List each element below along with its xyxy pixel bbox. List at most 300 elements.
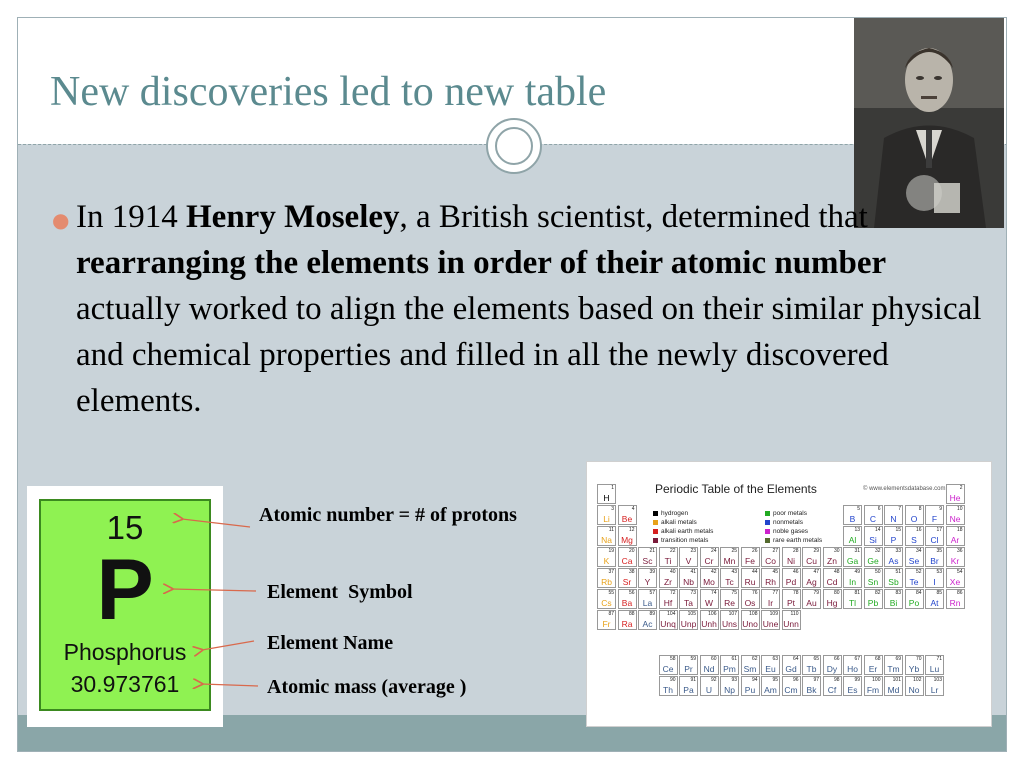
element-cell bbox=[864, 505, 883, 525]
element-cell-symbol: P bbox=[890, 535, 897, 545]
element-cell bbox=[720, 676, 739, 696]
element-cell-symbol: Uns bbox=[721, 619, 738, 629]
element-cell bbox=[782, 655, 801, 675]
element-cell bbox=[843, 655, 862, 675]
element-cell bbox=[802, 589, 821, 609]
element-cell bbox=[638, 589, 657, 609]
element-cell-symbol: Zr bbox=[663, 577, 673, 587]
element-cell bbox=[700, 610, 719, 630]
element-cell bbox=[618, 589, 637, 609]
element-cell bbox=[843, 568, 862, 588]
element-cell-symbol: Tc bbox=[725, 577, 734, 587]
slide-title: New discoveries led to new table bbox=[50, 69, 607, 115]
element-cell-symbol: He bbox=[949, 493, 961, 503]
element-cell-number: 27 bbox=[772, 548, 778, 554]
element-cell-symbol: Xe bbox=[949, 577, 961, 587]
element-cell-symbol: In bbox=[848, 577, 857, 587]
element-cell-symbol: Al bbox=[848, 535, 857, 545]
element-cell bbox=[884, 505, 903, 525]
legend-swatch-icon bbox=[765, 529, 770, 534]
label-atomic-number: Atomic number = # of protons bbox=[259, 504, 517, 526]
element-cell bbox=[925, 655, 944, 675]
element-cell-number: 68 bbox=[874, 656, 881, 662]
element-cell-symbol: Ra bbox=[621, 619, 633, 629]
element-cell bbox=[925, 505, 944, 525]
legend-swatch-icon bbox=[765, 520, 770, 525]
element-cell bbox=[905, 568, 924, 588]
element-cell-symbol: As bbox=[888, 556, 899, 566]
element-cell-number: 107 bbox=[728, 611, 737, 617]
element-cell bbox=[720, 655, 739, 675]
element-cell-number: 110 bbox=[790, 611, 799, 617]
element-cell-symbol: C bbox=[869, 514, 877, 524]
element-cell-symbol: Nb bbox=[683, 577, 694, 587]
element-cell-number: 103 bbox=[933, 677, 942, 683]
element-cell-symbol: Sn bbox=[867, 577, 879, 587]
element-cell-number: 37 bbox=[608, 569, 614, 575]
element-cell-symbol: Mo bbox=[703, 577, 715, 587]
element-cell-symbol: Ca bbox=[621, 556, 633, 566]
element-cell-number: 109 bbox=[769, 611, 778, 617]
element-cell-symbol: La bbox=[642, 598, 653, 608]
element-tile bbox=[39, 499, 211, 711]
element-cell-number: 33 bbox=[895, 548, 901, 554]
element-cell-number: 2 bbox=[959, 485, 963, 491]
element-cell-number: 14 bbox=[874, 527, 881, 533]
element-cell bbox=[597, 505, 616, 525]
element-cell-symbol: Yb bbox=[908, 664, 920, 674]
element-cell-number: 32 bbox=[874, 548, 881, 554]
element-cell bbox=[782, 547, 801, 567]
element-cell bbox=[884, 526, 903, 546]
slide bbox=[17, 17, 1007, 752]
element-cell-symbol: Unh bbox=[701, 619, 717, 629]
element-cell-number: 82 bbox=[874, 590, 881, 596]
bullet-text-part: , a British scientist, determined that bbox=[399, 199, 868, 235]
element-cell bbox=[741, 547, 760, 567]
element-cell-symbol: Te bbox=[909, 577, 919, 587]
element-cell-symbol: Co bbox=[765, 556, 776, 566]
element-cell-symbol: Os bbox=[744, 598, 756, 608]
element-cell-symbol: Sc bbox=[642, 556, 653, 566]
element-cell bbox=[802, 655, 821, 675]
legend-item bbox=[765, 528, 808, 535]
legend-swatch-icon bbox=[765, 538, 770, 543]
element-cell-symbol: Tm bbox=[887, 664, 900, 674]
element-cell bbox=[700, 589, 719, 609]
element-cell-symbol: Unq bbox=[660, 619, 676, 629]
element-cell-number: 94 bbox=[751, 677, 758, 683]
element-cell bbox=[905, 547, 924, 567]
element-cell-number: 86 bbox=[956, 590, 963, 596]
element-cell-number: 95 bbox=[772, 677, 778, 683]
element-cell-number: 45 bbox=[772, 569, 778, 575]
element-cell-number: 25 bbox=[731, 548, 737, 554]
element-cell-symbol: Uno bbox=[742, 619, 758, 629]
element-cell bbox=[720, 568, 739, 588]
element-cell-symbol: Fm bbox=[866, 685, 880, 695]
element-cell bbox=[618, 568, 637, 588]
element-cell-number: 38 bbox=[628, 569, 635, 575]
element-cell-symbol: O bbox=[910, 514, 918, 524]
element-cell bbox=[925, 676, 944, 696]
legend-item bbox=[653, 510, 688, 517]
element-cell-symbol: Rn bbox=[949, 598, 961, 608]
element-cell bbox=[741, 676, 760, 696]
label-element-name: Element Name bbox=[267, 632, 394, 654]
element-cell-number: 63 bbox=[772, 656, 778, 662]
element-cell-symbol: F bbox=[931, 514, 938, 524]
element-cell-symbol: Ta bbox=[684, 598, 693, 608]
element-cell bbox=[597, 610, 616, 630]
element-cell-number: 51 bbox=[895, 569, 901, 575]
element-cell-symbol: Unp bbox=[680, 619, 697, 629]
element-cell-number: 29 bbox=[813, 548, 819, 554]
element-cell bbox=[823, 655, 842, 675]
element-cell-symbol: Cl bbox=[930, 535, 939, 545]
element-cell-number: 101 bbox=[892, 677, 901, 683]
element-cell-symbol: Une bbox=[762, 619, 779, 629]
element-cell-symbol: Es bbox=[847, 685, 858, 695]
periodic-table-image bbox=[586, 461, 992, 727]
element-cell-number: 20 bbox=[628, 548, 635, 554]
element-cell-number: 108 bbox=[749, 611, 758, 617]
element-cell-symbol: Np bbox=[724, 685, 735, 695]
element-cell-symbol: Ag bbox=[806, 577, 817, 587]
element-cell-number: 40 bbox=[669, 569, 676, 575]
element-cell-number: 64 bbox=[792, 656, 799, 662]
bullet-text bbox=[76, 194, 984, 424]
element-cell bbox=[843, 526, 862, 546]
element-cell-number: 41 bbox=[690, 569, 696, 575]
element-cell bbox=[946, 484, 965, 504]
legend-swatch-icon bbox=[765, 511, 770, 516]
bullet-text-part: In 1914 bbox=[76, 199, 186, 235]
element-cell-symbol: Fe bbox=[745, 556, 755, 566]
element-cell-symbol: Tl bbox=[848, 598, 857, 608]
element-cell-number: 24 bbox=[710, 548, 717, 554]
element-cell bbox=[700, 676, 719, 696]
element-cell bbox=[843, 589, 862, 609]
element-cell bbox=[925, 526, 944, 546]
element-cell bbox=[905, 589, 924, 609]
element-cell-number: 75 bbox=[731, 590, 737, 596]
element-cell-symbol: Pb bbox=[867, 598, 879, 608]
element-cell bbox=[659, 676, 678, 696]
element-cell-number: 53 bbox=[936, 569, 942, 575]
element-cell-number: 12 bbox=[628, 527, 635, 533]
element-cell-number: 88 bbox=[628, 611, 635, 617]
element-cell-symbol: Ni bbox=[786, 556, 796, 566]
element-cell-symbol: Br bbox=[930, 556, 939, 566]
element-cell-number: 55 bbox=[608, 590, 614, 596]
element-cell-number: 70 bbox=[915, 656, 922, 662]
element-cell bbox=[925, 547, 944, 567]
element-cell bbox=[802, 568, 821, 588]
element-cell-number: 18 bbox=[956, 527, 963, 533]
element-cell bbox=[720, 610, 739, 630]
element-cell bbox=[782, 610, 801, 630]
element-cell bbox=[905, 526, 924, 546]
element-cell-number: 9 bbox=[939, 506, 942, 512]
element-cell-number: 89 bbox=[649, 611, 655, 617]
element-cell-number: 17 bbox=[936, 527, 942, 533]
element-cell-number: 6 bbox=[877, 506, 881, 512]
element-cell bbox=[946, 526, 965, 546]
element-cell-number: 69 bbox=[895, 656, 901, 662]
legend-label: nonmetals bbox=[773, 519, 803, 526]
element-cell-number: 35 bbox=[936, 548, 942, 554]
legend-item bbox=[653, 519, 697, 526]
element-cell-symbol: Eu bbox=[765, 664, 776, 674]
element-cell bbox=[843, 505, 862, 525]
element-cell bbox=[720, 589, 739, 609]
element-cell-number: 42 bbox=[710, 569, 717, 575]
element-cell-symbol: Zn bbox=[827, 556, 837, 566]
element-cell-number: 81 bbox=[854, 590, 860, 596]
legend-item bbox=[653, 537, 708, 544]
element-cell-number: 28 bbox=[792, 548, 799, 554]
element-cell-number: 36 bbox=[956, 548, 963, 554]
element-cell-number: 8 bbox=[918, 506, 922, 512]
element-cell bbox=[618, 547, 637, 567]
element-cell-number: 62 bbox=[751, 656, 758, 662]
element-cell-symbol: Cu bbox=[806, 556, 817, 566]
element-cell-symbol: Cd bbox=[826, 577, 838, 587]
element-cell-symbol: Sm bbox=[743, 664, 757, 674]
element-cell-symbol: Re bbox=[724, 598, 735, 608]
element-cell-symbol: Ge bbox=[867, 556, 879, 566]
element-cell-number: 11 bbox=[608, 527, 614, 533]
element-cell-number: 92 bbox=[710, 677, 717, 683]
element-cell-symbol: V bbox=[685, 556, 692, 566]
element-cell bbox=[884, 547, 903, 567]
element-cell-number: 21 bbox=[649, 548, 655, 554]
element-cell-number: 52 bbox=[915, 569, 922, 575]
element-cell bbox=[700, 568, 719, 588]
tile-element-name: Phosphorus bbox=[63, 639, 187, 665]
element-cell bbox=[782, 568, 801, 588]
element-cell-number: 34 bbox=[915, 548, 922, 554]
element-cell-number: 10 bbox=[956, 506, 963, 512]
element-cell-number: 22 bbox=[669, 548, 676, 554]
element-cell-symbol: Ba bbox=[621, 598, 633, 608]
element-cell bbox=[679, 589, 698, 609]
element-cell-symbol: Rb bbox=[601, 577, 612, 587]
element-cell bbox=[659, 655, 678, 675]
element-cell-number: 96 bbox=[792, 677, 799, 683]
element-cell-number: 30 bbox=[833, 548, 840, 554]
element-cell-number: 73 bbox=[690, 590, 696, 596]
element-cell-symbol: Fr bbox=[602, 619, 611, 629]
legend-label: alkali metals bbox=[661, 519, 697, 526]
element-cell-number: 58 bbox=[669, 656, 676, 662]
element-cell bbox=[864, 547, 883, 567]
element-cell-number: 50 bbox=[874, 569, 881, 575]
element-cell bbox=[597, 589, 616, 609]
element-cell-number: 48 bbox=[833, 569, 840, 575]
element-cell bbox=[741, 610, 760, 630]
element-cell-symbol: Se bbox=[908, 556, 920, 566]
element-cell-number: 16 bbox=[915, 527, 922, 533]
element-cell-symbol: W bbox=[704, 598, 714, 608]
element-cell-number: 46 bbox=[792, 569, 799, 575]
element-cell bbox=[761, 568, 780, 588]
element-cell-symbol: Pa bbox=[683, 685, 694, 695]
legend-label: transition metals bbox=[661, 537, 709, 544]
element-cell-number: 105 bbox=[687, 611, 696, 617]
element-cell bbox=[843, 676, 862, 696]
element-cell-number: 26 bbox=[751, 548, 758, 554]
legend-swatch-icon bbox=[653, 529, 658, 534]
element-cell-symbol: Dy bbox=[826, 664, 838, 674]
element-cell bbox=[700, 655, 719, 675]
element-cell-number: 39 bbox=[649, 569, 655, 575]
element-cell bbox=[925, 589, 944, 609]
element-cell bbox=[864, 526, 883, 546]
element-cell-number: 87 bbox=[608, 611, 614, 617]
element-cell-symbol: H bbox=[603, 493, 610, 503]
circle-ornament-icon bbox=[486, 118, 542, 174]
element-cell-number: 102 bbox=[913, 677, 922, 683]
element-cell-symbol: Li bbox=[603, 514, 610, 524]
tile-atomic-mass: 30.973761 bbox=[70, 671, 180, 697]
element-cell bbox=[864, 676, 883, 696]
element-cell-symbol: At bbox=[930, 598, 939, 608]
element-cell-symbol: Am bbox=[764, 685, 777, 695]
element-cell-symbol: Er bbox=[868, 664, 878, 674]
element-cell bbox=[761, 676, 780, 696]
element-cell-number: 97 bbox=[813, 677, 819, 683]
element-cell-symbol: Pu bbox=[744, 685, 756, 695]
element-cell-number: 19 bbox=[608, 548, 614, 554]
element-cell-symbol: Au bbox=[806, 598, 817, 608]
label-atomic-mass: Atomic mass (average ) bbox=[267, 676, 467, 698]
element-cell-number: 104 bbox=[667, 611, 676, 617]
element-cell bbox=[843, 547, 862, 567]
legend-label: alkali earth metals bbox=[661, 528, 714, 535]
element-cell bbox=[761, 655, 780, 675]
element-cell-symbol: I bbox=[933, 577, 936, 587]
element-cell-number: 93 bbox=[731, 677, 737, 683]
element-cell bbox=[823, 589, 842, 609]
element-cell-number: 91 bbox=[690, 677, 696, 683]
element-cell bbox=[946, 505, 965, 525]
element-cell bbox=[638, 547, 657, 567]
element-cell bbox=[679, 676, 698, 696]
element-cell bbox=[679, 547, 698, 567]
element-cell-symbol: K bbox=[603, 556, 610, 566]
element-card bbox=[27, 486, 223, 727]
periodic-table-title: Periodic Table of the Elements bbox=[655, 482, 817, 496]
label-element-symbol: Element Symbol bbox=[267, 581, 413, 603]
element-cell-symbol: Gd bbox=[785, 664, 797, 674]
element-cell-symbol: Ho bbox=[847, 664, 858, 674]
element-cell bbox=[618, 505, 637, 525]
element-cell bbox=[946, 568, 965, 588]
element-cell bbox=[659, 589, 678, 609]
element-cell bbox=[618, 526, 637, 546]
legend-label: noble gases bbox=[773, 528, 809, 535]
legend-item bbox=[765, 519, 803, 526]
element-cell-symbol: Ac bbox=[642, 619, 653, 629]
element-cell-symbol: Rh bbox=[765, 577, 776, 587]
element-cell bbox=[700, 547, 719, 567]
element-cell bbox=[741, 655, 760, 675]
element-cell bbox=[782, 589, 801, 609]
periodic-table-copyright: © www.elementsdatabase.com bbox=[863, 486, 946, 492]
element-cell-symbol: Hg bbox=[826, 598, 838, 608]
element-cell bbox=[659, 547, 678, 567]
element-cell-symbol: Cm bbox=[784, 685, 798, 695]
element-cell-symbol: Sr bbox=[622, 577, 632, 587]
element-cell-symbol: Po bbox=[908, 598, 920, 608]
element-cell bbox=[761, 610, 780, 630]
element-cell bbox=[884, 589, 903, 609]
element-cell-symbol: N bbox=[890, 514, 897, 524]
element-cell bbox=[802, 547, 821, 567]
element-cell-number: 57 bbox=[649, 590, 655, 596]
element-cell-symbol: Si bbox=[869, 535, 877, 545]
element-cell bbox=[802, 676, 821, 696]
element-cell-number: 3 bbox=[611, 506, 614, 512]
element-cell-number: 72 bbox=[669, 590, 676, 596]
legend-label: poor metals bbox=[773, 510, 807, 517]
element-cell bbox=[761, 547, 780, 567]
element-cell-symbol: Cr bbox=[704, 556, 714, 566]
element-cell-symbol: Md bbox=[887, 685, 900, 695]
legend-item bbox=[765, 510, 807, 517]
element-cell-symbol: Ru bbox=[744, 577, 756, 587]
element-cell-number: 15 bbox=[895, 527, 901, 533]
element-cell-symbol: Bi bbox=[889, 598, 898, 608]
element-cell-symbol: Ar bbox=[950, 535, 960, 545]
element-cell-symbol: Lr bbox=[930, 685, 939, 695]
element-cell-number: 85 bbox=[936, 590, 942, 596]
element-cell-number: 98 bbox=[833, 677, 840, 683]
element-cell-number: 83 bbox=[895, 590, 901, 596]
element-cell bbox=[679, 655, 698, 675]
element-cell bbox=[597, 484, 616, 504]
element-cell-symbol: Cs bbox=[601, 598, 612, 608]
legend-label: hydrogen bbox=[661, 510, 689, 517]
element-cell-number: 65 bbox=[813, 656, 819, 662]
element-cell-symbol: Ir bbox=[767, 598, 774, 608]
element-cell bbox=[638, 610, 657, 630]
element-cell bbox=[782, 676, 801, 696]
element-cell-symbol: S bbox=[911, 535, 917, 545]
element-cell bbox=[864, 589, 883, 609]
element-cell-number: 5 bbox=[857, 506, 860, 512]
element-cell-number: 56 bbox=[628, 590, 635, 596]
element-cell-symbol: Pt bbox=[786, 598, 796, 608]
element-cell bbox=[720, 547, 739, 567]
element-cell-symbol: No bbox=[908, 685, 920, 695]
element-cell-number: 76 bbox=[751, 590, 758, 596]
element-cell bbox=[946, 589, 965, 609]
element-cell-symbol: Bk bbox=[806, 685, 817, 695]
element-cell-number: 60 bbox=[710, 656, 717, 662]
element-cell bbox=[597, 526, 616, 546]
element-cell-symbol: Nd bbox=[703, 664, 715, 674]
element-cell-number: 1 bbox=[611, 485, 614, 491]
element-cell bbox=[905, 676, 924, 696]
element-cell-symbol: Unn bbox=[783, 619, 799, 629]
element-cell bbox=[823, 547, 842, 567]
element-cell-number: 106 bbox=[708, 611, 717, 617]
element-cell-number: 90 bbox=[669, 677, 676, 683]
element-cell-number: 67 bbox=[854, 656, 860, 662]
